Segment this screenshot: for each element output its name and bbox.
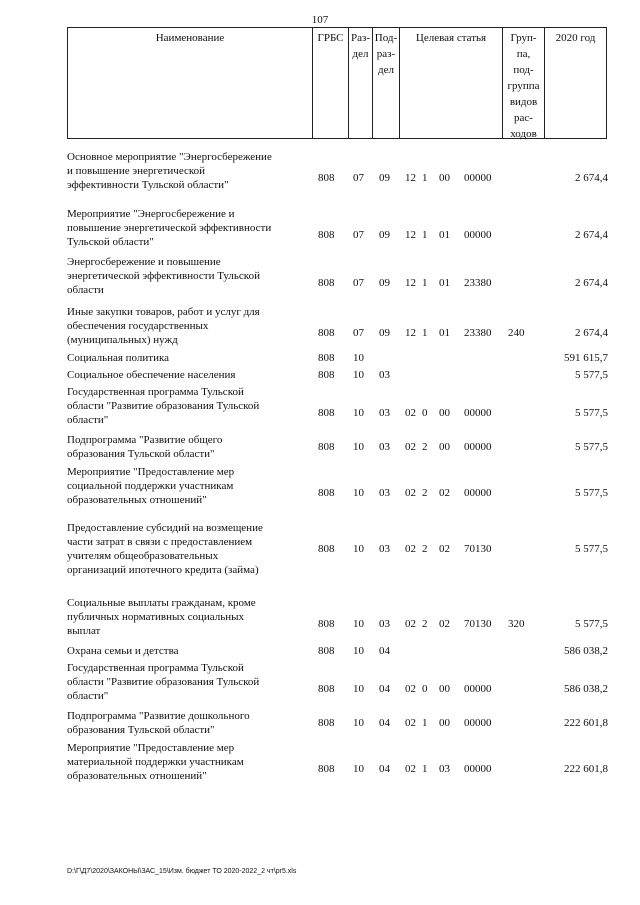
- amount: 2 674,4: [575, 229, 608, 241]
- razdel-code: 10: [353, 352, 364, 364]
- row-name-line: обеспечения государственных: [67, 320, 209, 332]
- row-name-line: Предоставление субсидий на возмещение: [67, 522, 263, 534]
- row-name-line: Социальная политика: [67, 352, 170, 364]
- target-event: 00: [439, 407, 450, 419]
- row-name-line: (муниципальных) нужд: [67, 334, 178, 346]
- row-name: [67, 305, 312, 347]
- row-name-line: области "Развитие образования Тульской: [67, 676, 260, 688]
- target-event: 01: [439, 229, 450, 241]
- row-name-line: Социальные выплаты гражданам, кроме: [67, 597, 256, 609]
- header-line: Раз-: [350, 32, 370, 44]
- grbs-code: 808: [318, 229, 335, 241]
- razdel-code: 07: [353, 327, 364, 339]
- row-name-line: социальной поддержки участникам: [67, 480, 234, 492]
- podrazdel-code: 04: [379, 683, 390, 695]
- page-number: 107: [311, 14, 329, 26]
- podrazdel-code: 03: [379, 369, 390, 381]
- row-name-line: части затрат в связи с предоставлением: [67, 536, 253, 548]
- amount: 5 577,5: [575, 369, 608, 381]
- target-direction: 23380: [464, 277, 492, 289]
- target-subprogram: 1: [422, 763, 428, 775]
- target-direction: 00000: [464, 717, 492, 729]
- row-name-line: организаций ипотечного кредита (займа): [67, 564, 259, 576]
- target-direction: 00000: [464, 763, 492, 775]
- row-name-line: Мероприятие "Предоставление мер: [67, 742, 235, 754]
- target-event: 03: [439, 763, 450, 775]
- target-program: 12: [405, 229, 416, 241]
- target-direction: 70130: [464, 543, 492, 555]
- row-name-line: Охрана семьи и детства: [67, 645, 179, 657]
- target-subprogram: 2: [422, 618, 428, 630]
- podrazdel-code: 03: [379, 487, 390, 499]
- row-name-line: Подпрограмма "Развитие общего: [67, 434, 223, 446]
- row-name-line: образования Тульской области": [67, 448, 215, 460]
- podrazdel-code: 03: [379, 543, 390, 555]
- file-path-footer: D:\Г\Д7\2020\ЗАКОНЫ\ЗАС_15\Изм. бюджет ТО 2020-2022_2 чт\pr5.xls: [67, 868, 297, 875]
- row-name-line: повышение энергетической эффективности: [67, 222, 272, 234]
- target-direction: 00000: [464, 407, 492, 419]
- podrazdel-code: 04: [379, 717, 390, 729]
- row-name-line: учителям общеобразовательных: [67, 550, 219, 562]
- target-subprogram: 2: [422, 487, 428, 499]
- target-program: 02: [405, 487, 416, 499]
- row-name-line: области "Развитие образования Тульской: [67, 400, 260, 412]
- target-event: 00: [439, 441, 450, 453]
- row-name-line: Мероприятие "Энергосбережение и: [67, 208, 235, 220]
- target-event: 00: [439, 683, 450, 695]
- row-name-line: области: [67, 284, 104, 296]
- amount: 222 601,8: [564, 717, 608, 729]
- row-name-line: Энергосбережение и повышение: [67, 256, 221, 268]
- row-name-line: Иные закупки товаров, работ и услуг для: [67, 306, 260, 318]
- razdel-code: 10: [353, 763, 364, 775]
- amount: 586 038,2: [564, 683, 608, 695]
- row-name-line: публичных нормативных социальных: [67, 611, 245, 623]
- grbs-code: 808: [318, 277, 335, 289]
- target-program: 02: [405, 543, 416, 555]
- target-direction: 70130: [464, 618, 492, 630]
- grbs-code: 808: [318, 543, 335, 555]
- target-event: 02: [439, 543, 450, 555]
- target-direction: 00000: [464, 487, 492, 499]
- razdel-code: 07: [353, 172, 364, 184]
- row-name: [67, 207, 312, 249]
- target-program: 02: [405, 683, 416, 695]
- podrazdel-code: 09: [379, 277, 390, 289]
- header-line: дел: [352, 48, 369, 60]
- grbs-code: 808: [318, 717, 335, 729]
- row-name-line: Социальное обеспечение населения: [67, 369, 236, 381]
- amount: 591 615,7: [564, 352, 608, 364]
- target-subprogram: 1: [422, 172, 428, 184]
- row-name-line: материальной поддержки участникам: [67, 756, 244, 768]
- expense-type: 240: [508, 327, 525, 339]
- header-line: дел: [378, 64, 394, 76]
- target-subprogram: 2: [422, 441, 428, 453]
- grbs-code: 808: [318, 487, 335, 499]
- target-subprogram: 1: [422, 277, 428, 289]
- razdel-code: 07: [353, 277, 364, 289]
- header-target: Целевая статья: [399, 28, 502, 138]
- row-name-line: Государственная программа Тульской: [67, 386, 244, 398]
- grbs-code: 808: [318, 369, 335, 381]
- row-name: [67, 351, 312, 365]
- target-event: 00: [439, 172, 450, 184]
- amount: 586 038,2: [564, 645, 608, 657]
- razdel-code: 10: [353, 717, 364, 729]
- target-program: 12: [405, 277, 416, 289]
- target-subprogram: 0: [422, 683, 428, 695]
- header-group: [502, 28, 544, 138]
- amount: 2 674,4: [575, 327, 608, 339]
- header-line: раз-: [376, 48, 396, 60]
- grbs-code: 808: [318, 763, 335, 775]
- grbs-code: 808: [318, 172, 335, 184]
- amount: 2 674,4: [575, 172, 608, 184]
- row-name: [67, 741, 312, 783]
- row-name: [67, 150, 312, 192]
- target-program: 02: [405, 407, 416, 419]
- header-line: Груп-: [510, 32, 537, 44]
- razdel-code: 10: [353, 407, 364, 419]
- row-name: [67, 644, 312, 658]
- target-direction: 23380: [464, 327, 492, 339]
- header-line: видов: [509, 96, 538, 108]
- row-name-line: образовательных отношений": [67, 494, 207, 506]
- razdel-code: 10: [353, 487, 364, 499]
- grbs-code: 808: [318, 618, 335, 630]
- target-event: 01: [439, 327, 450, 339]
- target-event: 01: [439, 277, 450, 289]
- razdel-code: 10: [353, 618, 364, 630]
- row-name-line: Мероприятие "Предоставление мер: [67, 466, 235, 478]
- target-subprogram: 0: [422, 407, 428, 419]
- grbs-code: 808: [318, 683, 335, 695]
- row-name-line: Тульской области": [67, 236, 154, 248]
- expense-type: 320: [508, 618, 525, 630]
- target-subprogram: 2: [422, 543, 428, 555]
- target-subprogram: 1: [422, 327, 428, 339]
- target-program: 12: [405, 172, 416, 184]
- target-subprogram: 1: [422, 229, 428, 241]
- row-name-line: выплат: [67, 625, 101, 637]
- row-name: [67, 255, 312, 297]
- razdel-code: 07: [353, 229, 364, 241]
- header-line: Под-: [374, 32, 398, 44]
- row-name-line: Основное мероприятие "Энергосбережение: [67, 151, 272, 163]
- row-name: [67, 465, 312, 507]
- row-name: [67, 433, 312, 461]
- amount: 5 577,5: [575, 487, 608, 499]
- podrazdel-code: 04: [379, 645, 390, 657]
- grbs-code: 808: [318, 407, 335, 419]
- row-name-line: образовательных отношений": [67, 770, 207, 782]
- header-line: рас-: [514, 112, 533, 124]
- amount: 5 577,5: [575, 618, 608, 630]
- row-name-line: области": [67, 414, 109, 426]
- target-event: 00: [439, 717, 450, 729]
- row-name-line: области": [67, 690, 109, 702]
- row-name: [67, 368, 312, 382]
- podrazdel-code: 09: [379, 327, 390, 339]
- amount: 5 577,5: [575, 407, 608, 419]
- podrazdel-code: 09: [379, 229, 390, 241]
- podrazdel-code: 03: [379, 441, 390, 453]
- razdel-code: 10: [353, 369, 364, 381]
- grbs-code: 808: [318, 327, 335, 339]
- header-razdel: [348, 28, 372, 138]
- grbs-code: 808: [318, 352, 335, 364]
- target-program: 02: [405, 763, 416, 775]
- amount: 2 674,4: [575, 277, 608, 289]
- header-line: под-: [513, 64, 534, 76]
- razdel-code: 10: [353, 441, 364, 453]
- podrazdel-code: 03: [379, 407, 390, 419]
- target-program: 12: [405, 327, 416, 339]
- row-name-line: Подпрограмма "Развитие дошкольного: [67, 710, 250, 722]
- header-podrazdel: [372, 28, 399, 138]
- row-name-line: образования Тульской области": [67, 724, 215, 736]
- row-name: [67, 596, 312, 638]
- header-name: Наименование: [155, 32, 225, 44]
- header-line: ходов: [510, 128, 537, 140]
- razdel-code: 10: [353, 683, 364, 695]
- amount: 5 577,5: [575, 543, 608, 555]
- row-name-line: эффективности Тульской области": [67, 179, 229, 191]
- razdel-code: 10: [353, 543, 364, 555]
- target-event: 02: [439, 618, 450, 630]
- target-program: 02: [405, 441, 416, 453]
- row-name-line: и повышение энергетической: [67, 165, 206, 177]
- row-name-line: Государственная программа Тульской: [67, 662, 244, 674]
- target-program: 02: [405, 618, 416, 630]
- podrazdel-code: 09: [379, 172, 390, 184]
- podrazdel-code: 04: [379, 763, 390, 775]
- row-name: [67, 709, 312, 737]
- header-grbs: ГРБС: [312, 28, 348, 138]
- amount: 5 577,5: [575, 441, 608, 453]
- header-line: па,: [516, 48, 531, 60]
- podrazdel-code: 03: [379, 618, 390, 630]
- target-direction: 00000: [464, 441, 492, 453]
- target-direction: 00000: [464, 683, 492, 695]
- row-name: [67, 385, 312, 427]
- target-direction: 00000: [464, 229, 492, 241]
- grbs-code: 808: [318, 441, 335, 453]
- razdel-code: 10: [353, 645, 364, 657]
- amount: 222 601,8: [564, 763, 608, 775]
- header-line: группа: [507, 80, 540, 92]
- header-year: 2020 год: [544, 28, 606, 138]
- row-name: [67, 521, 312, 577]
- target-subprogram: 1: [422, 717, 428, 729]
- row-name-line: энергетической эффективности Тульской: [67, 270, 260, 282]
- target-event: 02: [439, 487, 450, 499]
- target-direction: 00000: [464, 172, 492, 184]
- row-name: [67, 661, 312, 703]
- table-header: [67, 27, 607, 139]
- grbs-code: 808: [318, 645, 335, 657]
- target-program: 02: [405, 717, 416, 729]
